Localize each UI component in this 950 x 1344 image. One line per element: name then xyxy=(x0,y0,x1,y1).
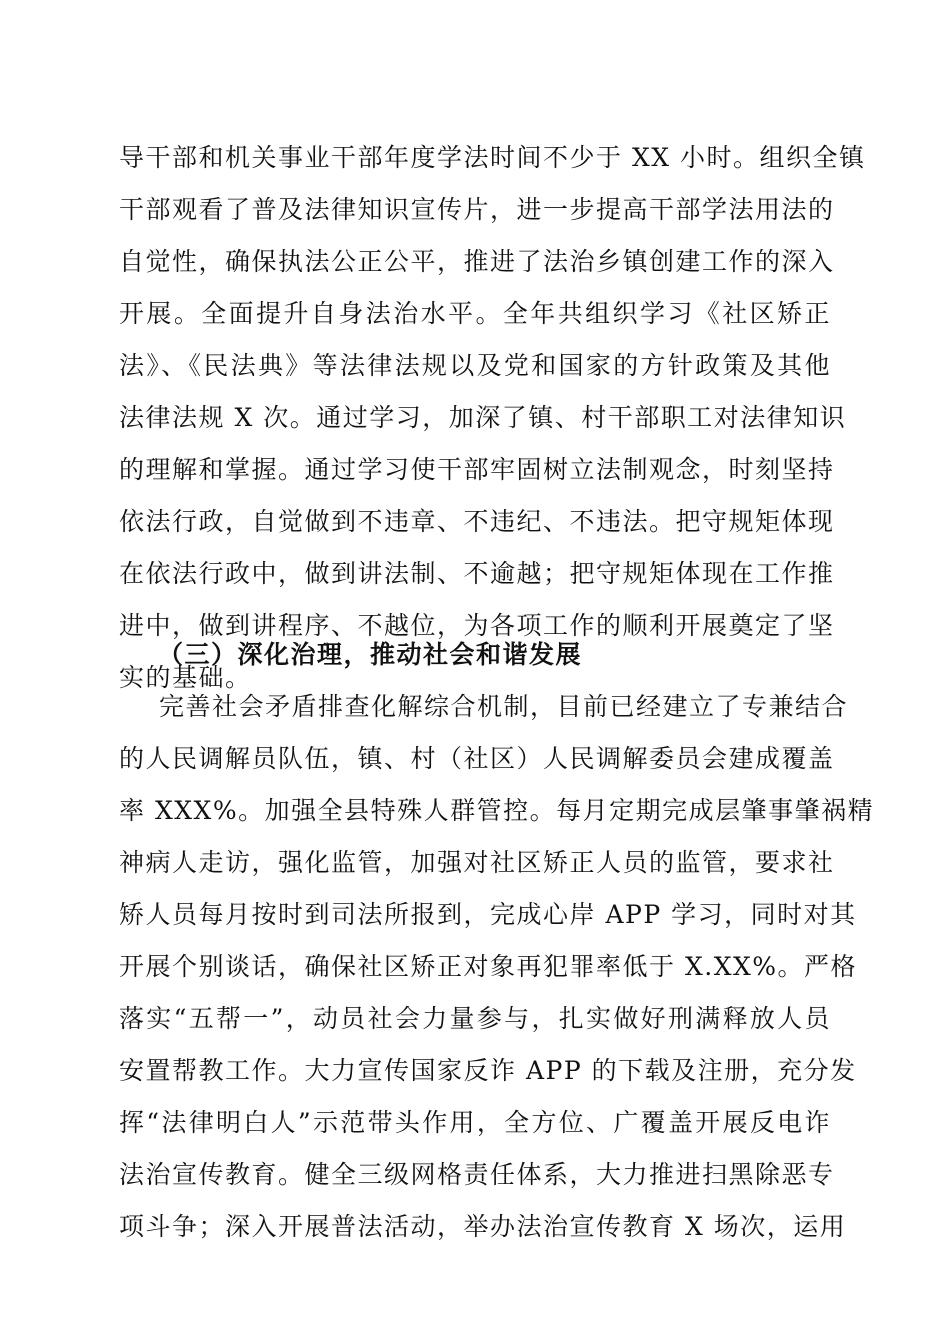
paragraph-2-line: 的人民调解员队伍，镇、村（社区）人民调解委员会建成覆盖 xyxy=(119,744,835,773)
paragraph-2-line: 项斗争；深入开展普法活动，举办法治宣传教育 X 场次，运用 xyxy=(119,1212,847,1241)
paragraph-1-line: 法律法规 X 次。通过学习，加深了镇、村干部职工对法律知识 xyxy=(119,403,847,432)
paragraph-1-line: 自觉性，确保执法公正公平，推进了法治乡镇创建工作的深入 xyxy=(119,247,835,276)
paragraph-1-line: 的理解和掌握。通过学习使干部牢固树立法制观念，时刻坚持 xyxy=(119,455,835,484)
paragraph-2-line: 挥“法律明白人”示范带头作用，全方位、广覆盖开展反电诈 xyxy=(119,1108,831,1137)
paragraph-2-line: 落实“五帮一”，动员社会力量参与，扎实做好刑满释放人员 xyxy=(119,1004,831,1033)
paragraph-1-line: 法》、《民法典》等法律法规以及党和国家的方针政策及其他 xyxy=(119,351,831,380)
paragraph-2-line: 安置帮教工作。大力宣传国家反诈 APP 的下载及注册，充分发 xyxy=(119,1056,857,1085)
paragraph-2-line: 完善社会矛盾排查化解综合机制，目前已经建立了专兼结合 xyxy=(159,692,849,721)
paragraph-1-line: 在依法行政中，做到讲法制、不逾越；把守规矩体现在工作推 xyxy=(119,559,835,588)
paragraph-1-line: 导干部和机关事业干部年度学法时间不少于 XX 小时。组织全镇 xyxy=(119,143,866,172)
section-heading: （三）深化治理，推动社会和谐发展 xyxy=(158,640,583,669)
paragraph-1-line: 进中，做到讲程序、不越位，为各项工作的顺利开展奠定了坚 xyxy=(119,611,835,640)
paragraph-2-line: 神病人走访，强化监管，加强对社区矫正人员的监管，要求社 xyxy=(119,848,835,877)
paragraph-2-line: 率 XXX%。加强全县特殊人群管控。每月定期完成层肇事肇祸精 xyxy=(119,796,875,825)
paragraph-2-line: 法治宣传教育。健全三级网格责任体系，大力推进扫黑除恶专 xyxy=(119,1160,835,1189)
paragraph-1-line: 实的基础。 xyxy=(119,663,252,692)
paragraph-1-line: 依法行政，自觉做到不违章、不违纪、不违法。把守规矩体现 xyxy=(119,507,835,536)
paragraph-1-line: 开展。全面提升自身法治水平。全年共组织学习《社区矫正 xyxy=(119,299,831,328)
paragraph-1-line: 干部观看了普及法律知识宣传片，进一步提高干部学法用法的 xyxy=(119,195,835,224)
paragraph-2-line: 矫人员每月按时到司法所报到，完成心岸 APP 学习，同时对其 xyxy=(119,900,857,929)
paragraph-2-line: 开展个别谈话，确保社区矫正对象再犯罪率低于 X.XX%。严格 xyxy=(119,952,858,981)
